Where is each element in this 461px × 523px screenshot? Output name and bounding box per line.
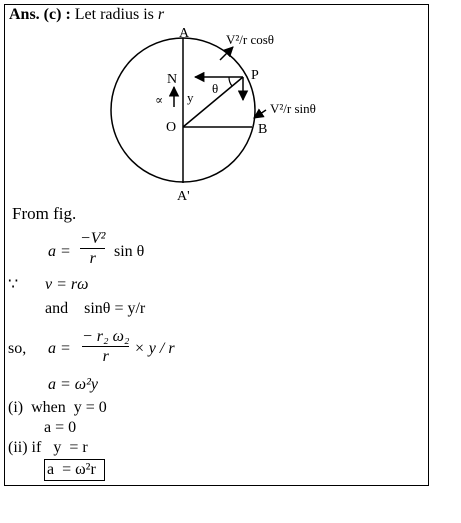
eq4-fraction xyxy=(82,328,129,365)
label-y: y xyxy=(187,90,194,105)
so-text: so, xyxy=(8,340,27,357)
label-theta: θ xyxy=(212,81,219,96)
final-answer-text: a = ω²r xyxy=(47,461,96,478)
case-1-result: a = 0 xyxy=(44,419,77,436)
eq4-lhs: a = xyxy=(48,340,71,357)
eq4-numerator: − r₂ ω₂ xyxy=(82,328,130,345)
eq4-fraction-bar xyxy=(82,346,129,347)
theta-arc xyxy=(229,77,232,86)
label-p: P xyxy=(251,68,259,83)
eq1-lhs: a = xyxy=(48,243,71,260)
label-force-cos: V²/r cosθ xyxy=(226,32,275,47)
arrow-sin-force xyxy=(254,110,266,118)
eq1-fraction-bar xyxy=(80,248,105,249)
from-fig-text: From fig. xyxy=(12,204,77,223)
eq2-text: v = rω xyxy=(45,276,89,293)
heading-text: Let radius is xyxy=(74,6,158,23)
case-2-text: (ii) if y = r xyxy=(8,439,88,456)
label-force-sin: V²/r sinθ xyxy=(270,101,316,116)
eq4-denominator: r xyxy=(102,348,109,365)
because-symbol: ∵ xyxy=(8,276,19,293)
eq1-numerator: −V² xyxy=(80,230,106,247)
eq4-rhs: × y / r xyxy=(134,340,175,357)
answer-label: Ans. (c) : xyxy=(9,6,75,23)
eq5-text: a = ω²y xyxy=(48,376,98,393)
eq3-text: and sinθ = y/r xyxy=(45,300,146,317)
label-proportional: ∝ xyxy=(155,93,164,107)
label-b: B xyxy=(258,122,268,137)
label-a: A xyxy=(179,26,190,41)
heading-var: r xyxy=(157,6,165,23)
case-1-text: (i) when y = 0 xyxy=(8,399,107,416)
eq1-rhs: sin θ xyxy=(114,243,145,260)
eq1-denominator: r xyxy=(89,250,96,267)
label-a-prime: A' xyxy=(177,189,190,204)
label-o: O xyxy=(166,120,177,135)
circle-diagram xyxy=(0,0,461,210)
eq1-fraction xyxy=(80,230,105,267)
label-n: N xyxy=(167,72,178,87)
